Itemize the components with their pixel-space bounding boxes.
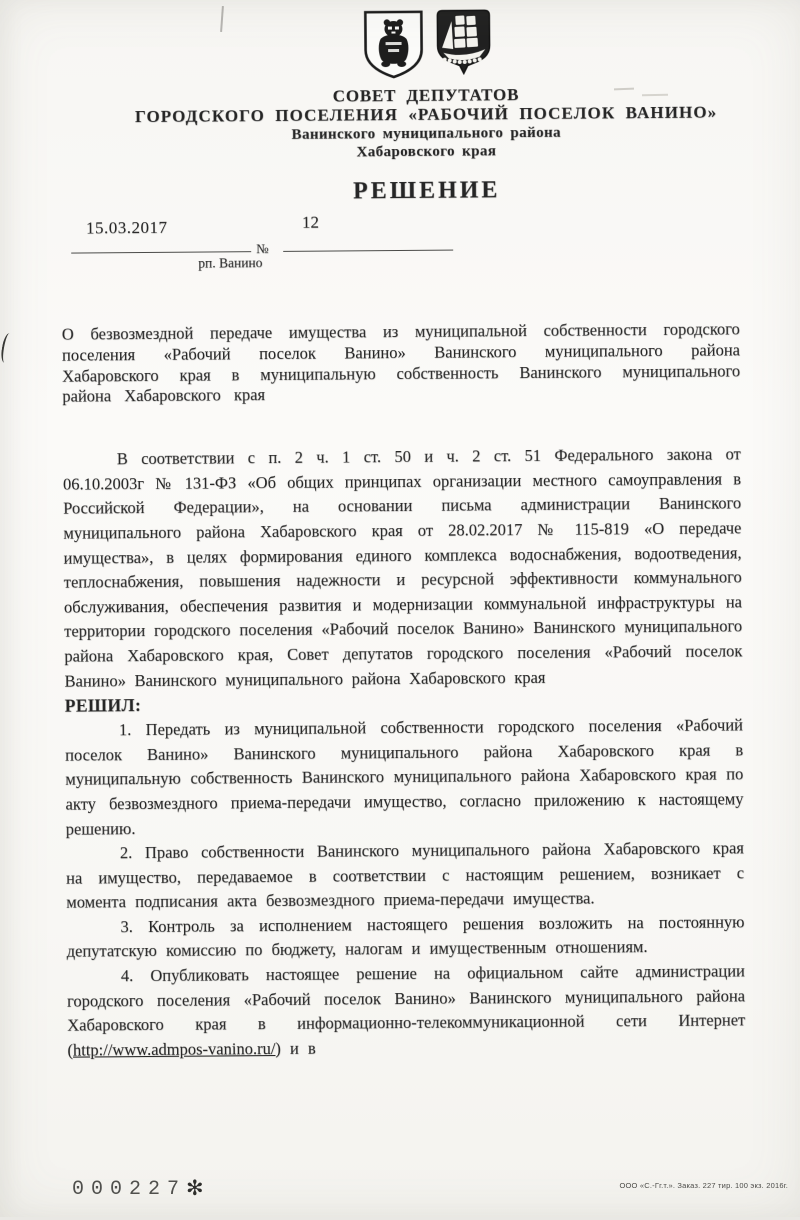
admpos-vanino-website-link[interactable]: http://www.admpos-vanino.ru/	[72, 1038, 276, 1060]
document-number: 12	[301, 212, 320, 232]
document-type-title: РЕШЕНИЕ	[352, 177, 501, 205]
date-blank-line	[71, 251, 251, 253]
number-sign: №	[256, 241, 269, 257]
district-name: Ванинского муниципального района	[291, 124, 562, 143]
item-4-text: 4. Опубликовать настоящее решение на официальном сайте администрации городского поселения «Рабочий поселок Ванино» Ванинского муниципального района Хабаровского края в информационно-телекоммуникационной сети Интернет (	[66, 961, 746, 1060]
requisites-block	[0, 211, 797, 287]
subject-paragraph: О безвозмездной передаче имущества из муниципальной собственности городского поселения «Рабочий поселок Ванино» Ванинского муниципального района Хабаровского края в муниципальную собственность Ванинского муниципального района Хабаровского края	[61, 319, 741, 407]
coat-of-arms-pair	[361, 7, 495, 85]
council-name: СОВЕТ ДЕПУТАТОВ	[332, 85, 520, 106]
resolution-item-3: 3. Контроль за исполнением настоящего решения возложить на постоянную депутатскую комиссию по бюджету, налогам и имущественным отношениям.	[66, 912, 745, 962]
number-blank-line	[283, 250, 453, 252]
khabarovsk-krai-emblem-icon	[361, 8, 426, 86]
document-body	[62, 319, 746, 1063]
resolution-item-1: 1. Передать из муниципальной собственности городского поселения «Рабочий поселок Ванино» Ванинского муниципального района Хабаровского края в муниципальную собственность Ванинского муниципального района Хабаровского края по акту безвозмездного приема-передачи имущество, согласно приложению к настоящему решению.	[65, 715, 744, 839]
document-date: 15.03.2017	[85, 217, 168, 238]
organization-header	[26, 83, 800, 164]
region-name: Хабаровского края	[356, 143, 497, 161]
place-label: рп. Ванино	[198, 255, 263, 271]
resolution-item-4	[67, 959, 746, 1063]
vanino-emblem-icon	[432, 7, 495, 82]
printing-house-info: ООО «С.-Гг.т.». Заказ. 227 тир. 100 экз. 2016г.	[619, 1181, 788, 1190]
asterisk-stamp-icon: ✻	[186, 1176, 204, 1200]
preamble-paragraph: В соответствии с п. 2 ч. 1 ст. 50 и ч. 2 ст. 51 Федерального закона от 06.10.2003г № 131-ФЗ «Об общих принципах организации местного самоуправления в Российской Федерации», на основании письма администрации Ванинского муниципального района Хабаровского края от 28.02.2017 № 115-819 «О передаче имущества», в целях формирования единого комплекса водоснабжения, водоотведения, теплоснабжения, повышения надежности и ресурсной эффективности коммунального обслуживания, обеспечения развития и модернизации коммунальной инфраструктуры на территории городского поселения «Рабочий поселок Ванино» Ванинского муниципального района Хабаровского края, Совет депутатов городского поселения «Рабочий поселок Ванино» Ванинского муниципального района Хабаровского края	[62, 444, 743, 691]
resolved-heading: РЕШИЛ:	[64, 695, 142, 716]
registration-stamp-number: 000227	[72, 1178, 187, 1201]
item-4-tail: ) и в	[275, 1038, 316, 1058]
resolution-item-2: 2. Право собственности Ванинского муниципального района Хабаровского края на имущество, передаваемое в соответствии с настоящим решением, возникает с момента подписания акта безвозмездного приема-передачи имущества.	[66, 838, 745, 912]
settlement-name: ГОРОДСКОГО ПОСЕЛЕНИЯ «РАБОЧИЙ ПОСЕЛОК ВАНИНО»	[134, 102, 718, 127]
